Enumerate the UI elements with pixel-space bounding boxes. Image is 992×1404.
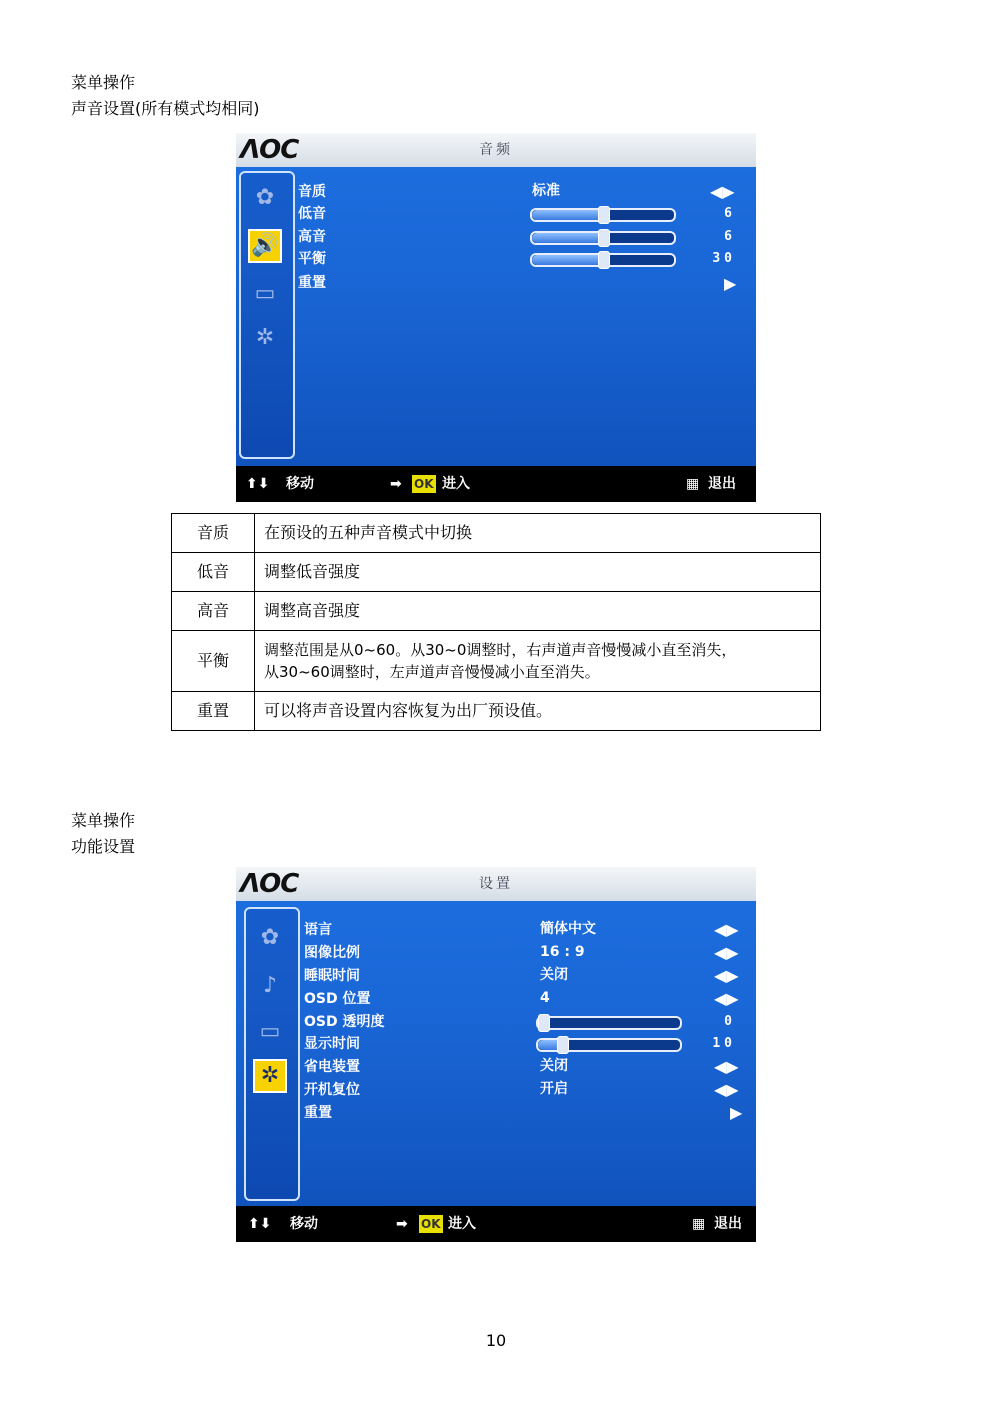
- ok-button[interactable]: OK: [421, 1217, 441, 1231]
- footer-exit-label: 退出: [714, 1216, 742, 1232]
- osd-sidebar: [244, 907, 300, 1201]
- osd-header: [236, 867, 756, 901]
- table-key: 重置: [172, 692, 255, 731]
- osd-sidebar: [239, 171, 295, 459]
- right-pointer-icon: ➡: [390, 476, 402, 492]
- osd-row-label[interactable]: OSD 透明度: [304, 1014, 385, 1030]
- table-desc: 调整低音强度: [255, 553, 821, 592]
- osd-row-value: 4: [540, 990, 550, 1006]
- left-right-arrow-icon[interactable]: ◀▶: [710, 182, 735, 201]
- footer-exit-label: 退出: [708, 476, 736, 492]
- table-row: [172, 692, 821, 731]
- table-desc: 调整高音强度: [255, 592, 821, 631]
- osd-row-value: 16 : 9: [540, 944, 585, 960]
- table-desc: 在预设的五种声音模式中切换: [255, 514, 821, 553]
- osd-row-label[interactable]: OSD 位置: [304, 991, 371, 1007]
- table-row: [172, 514, 821, 553]
- left-right-arrow-icon[interactable]: ◀▶: [714, 943, 739, 962]
- section1-heading: 菜单操作: [71, 73, 136, 92]
- left-right-arrow-icon[interactable]: ◀▶: [714, 920, 739, 939]
- right-arrow-icon[interactable]: ▶: [724, 274, 737, 293]
- table-row: [172, 631, 821, 692]
- osd-row-label[interactable]: 重置: [304, 1105, 332, 1121]
- osd-row-value: 关闭: [540, 1058, 568, 1074]
- osd-row-label[interactable]: 图像比例: [304, 945, 360, 961]
- page-number: 10: [485, 1331, 507, 1350]
- aoc-logo: ΛOC: [240, 869, 299, 899]
- table-key: 低音: [172, 553, 255, 592]
- osd-row-label[interactable]: 重置: [298, 275, 326, 291]
- osd-slider[interactable]: [530, 231, 676, 245]
- up-down-arrows-icon: ⬆⬇: [248, 1216, 272, 1232]
- table-desc: 可以将声音设置内容恢复为出厂预设值。: [255, 692, 821, 731]
- osd-row-label[interactable]: 开机复位: [304, 1082, 360, 1098]
- table-key: 平衡: [172, 631, 255, 692]
- picture-palette-icon: ✿: [255, 185, 275, 210]
- osd-title: 音频: [479, 142, 513, 158]
- menu-exit-icon: ▦: [686, 476, 700, 492]
- left-right-arrow-icon[interactable]: ◀▶: [714, 966, 739, 985]
- audio-speaker-icon: ♪: [262, 973, 278, 998]
- section2-heading: 菜单操作: [71, 811, 136, 830]
- osd-slider[interactable]: [536, 1016, 682, 1030]
- menu-exit-icon: ▦: [692, 1216, 706, 1232]
- monitor-icon: ▭: [259, 1019, 281, 1044]
- osd-row-number: 10: [712, 1036, 736, 1051]
- table-desc-line: 从30~60调整时，左声道声音慢慢减小直至消失。: [264, 663, 600, 681]
- section1-subheading: 声音设置(所有模式均相同): [71, 99, 260, 118]
- ok-button[interactable]: OK: [414, 477, 434, 491]
- up-down-arrows-icon: ⬆⬇: [246, 476, 270, 492]
- monitor-icon: ▭: [254, 281, 276, 306]
- osd-row-label[interactable]: 低音: [298, 206, 326, 222]
- osd-row-value: 关闭: [540, 967, 568, 983]
- audio-speaker-icon[interactable]: 🔊: [248, 229, 282, 263]
- right-arrow-icon[interactable]: ▶: [730, 1103, 743, 1122]
- osd-slider[interactable]: [530, 253, 676, 267]
- osd-row-value: 标准: [532, 183, 560, 199]
- osd-audio-screenshot: [236, 133, 756, 502]
- right-pointer-icon: ➡: [396, 1216, 408, 1232]
- left-right-arrow-icon[interactable]: ◀▶: [714, 1080, 739, 1099]
- osd-settings-screenshot: [236, 867, 756, 1242]
- section2-subheading: 功能设置: [71, 837, 136, 856]
- footer-enter-label: 进入: [442, 476, 470, 492]
- osd-row-label[interactable]: 高音: [298, 229, 326, 245]
- osd-header: [236, 133, 756, 167]
- table-key: 高音: [172, 592, 255, 631]
- footer-move-label: 移动: [290, 1216, 318, 1232]
- table-row: [172, 592, 821, 631]
- osd-row-label[interactable]: 平衡: [298, 251, 326, 267]
- osd-slider[interactable]: [536, 1038, 682, 1052]
- table-desc-line: 调整范围是从0~60。从30~0调整时，右声道声音慢慢减小直至消失，: [264, 641, 737, 659]
- osd-row-value: 簡体中文: [540, 921, 596, 937]
- osd-row-label[interactable]: 省电装置: [304, 1059, 360, 1075]
- osd-row-value: 开启: [540, 1081, 568, 1097]
- left-right-arrow-icon[interactable]: ◀▶: [714, 1057, 739, 1076]
- settings-tools-icon[interactable]: ✲: [253, 1059, 287, 1093]
- osd-row-label[interactable]: 睡眠时间: [304, 968, 360, 984]
- table-desc: [255, 631, 821, 692]
- osd-row-label[interactable]: 显示时间: [304, 1036, 360, 1052]
- picture-palette-icon: ✿: [260, 925, 280, 950]
- osd-title: 设置: [479, 876, 513, 892]
- settings-tools-icon: ✲: [255, 325, 275, 350]
- osd-footer: [236, 1206, 756, 1242]
- osd-row-number: 30: [712, 251, 736, 266]
- table-row: [172, 553, 821, 592]
- osd-row-label[interactable]: 音质: [298, 184, 326, 200]
- left-right-arrow-icon[interactable]: ◀▶: [714, 989, 739, 1008]
- osd-row-number: 6: [724, 206, 736, 221]
- osd-row-number: 0: [724, 1014, 736, 1029]
- footer-enter-label: 进入: [448, 1216, 476, 1232]
- audio-description-table: [171, 513, 821, 731]
- osd-footer: [236, 466, 756, 502]
- aoc-logo: ΛOC: [240, 135, 299, 165]
- osd-row-label[interactable]: 语言: [304, 922, 332, 938]
- osd-slider[interactable]: [530, 208, 676, 222]
- table-key: 音质: [172, 514, 255, 553]
- osd-row-number: 6: [724, 229, 736, 244]
- footer-move-label: 移动: [286, 476, 314, 492]
